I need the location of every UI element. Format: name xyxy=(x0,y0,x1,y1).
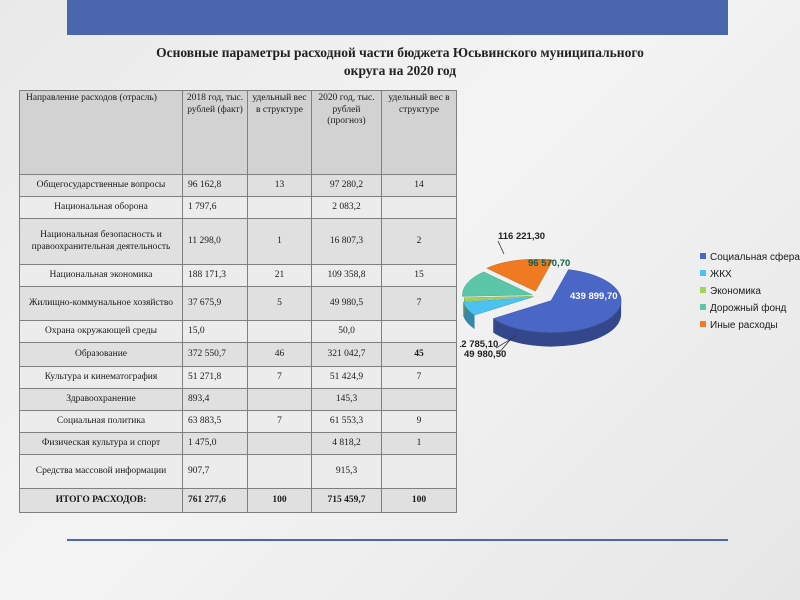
cell-weight-2018: 1 xyxy=(248,219,312,265)
cell-2020: 51 424,9 xyxy=(312,367,382,389)
table-row xyxy=(20,197,457,219)
cell-2018: 15,0 xyxy=(183,321,248,343)
cell-direction: Культура и кинематография xyxy=(20,367,183,389)
cell-direction: Образование xyxy=(20,343,183,367)
cell-weight-2018: 21 xyxy=(248,265,312,287)
cell-2020: 4 818,2 xyxy=(312,433,382,455)
header-bar xyxy=(67,0,728,35)
table-total-row xyxy=(20,489,457,513)
header-2020: 2020 год, тыс. рублей (прогноз) xyxy=(312,91,382,175)
pie-value-label: 96 570,70 xyxy=(528,258,571,269)
cell-direction: Национальная безопасность и правоохранительная деятельность xyxy=(20,219,183,265)
cell-weight-2020: 7 xyxy=(382,287,457,321)
cell-2020: 97 280,2 xyxy=(312,175,382,197)
legend-label: Дорожный фонд xyxy=(710,303,787,314)
total-2018: 761 277,6 xyxy=(183,489,248,513)
cell-direction: Социальная политика xyxy=(20,411,183,433)
cell-2018: 1 475,0 xyxy=(183,433,248,455)
cell-weight-2020: 2 xyxy=(382,219,457,265)
pie-value-label: 439 899,70 xyxy=(570,291,618,302)
cell-direction: Физическая культура и спорт xyxy=(20,433,183,455)
cell-weight-2020: 9 xyxy=(382,411,457,433)
pie-leader-line xyxy=(498,241,504,254)
table-row xyxy=(20,433,457,455)
pie-chart xyxy=(460,220,800,380)
cell-2020: 61 553,3 xyxy=(312,411,382,433)
cell-2018: 51 271,8 xyxy=(183,367,248,389)
cell-2018: 11 298,0 xyxy=(183,219,248,265)
cell-direction: Общегосударственные вопросы xyxy=(20,175,183,197)
cell-weight-2018: 7 xyxy=(248,411,312,433)
total-label: ИТОГО РАСХОДОВ: xyxy=(20,489,183,513)
legend-swatch xyxy=(700,287,706,293)
cell-2020: 145,3 xyxy=(312,389,382,411)
table-row xyxy=(20,287,457,321)
footer-line xyxy=(67,539,728,541)
header-direction: Направление расходов (отрасль) xyxy=(20,91,183,175)
cell-2018: 188 171,3 xyxy=(183,265,248,287)
pie-value-label: 12 785,10 xyxy=(460,339,499,350)
cell-weight-2020: 7 xyxy=(382,367,457,389)
cell-2018: 893,4 xyxy=(183,389,248,411)
cell-direction: Здравоохранение xyxy=(20,389,183,411)
cell-2018: 37 675,9 xyxy=(183,287,248,321)
table-row xyxy=(20,389,457,411)
cell-2020: 16 807,3 xyxy=(312,219,382,265)
cell-2018: 63 883,5 xyxy=(183,411,248,433)
table-row xyxy=(20,175,457,197)
cell-weight-2020 xyxy=(382,321,457,343)
cell-weight-2020 xyxy=(382,197,457,219)
cell-2020: 109 358,8 xyxy=(312,265,382,287)
legend-label: Экономика xyxy=(710,286,761,297)
total-weight-2018: 100 xyxy=(248,489,312,513)
cell-direction: Национальная экономика xyxy=(20,265,183,287)
legend-label: ЖКХ xyxy=(710,269,732,280)
cell-weight-2018 xyxy=(248,197,312,219)
table-row xyxy=(20,411,457,433)
legend-swatch xyxy=(700,253,706,259)
cell-weight-2020: 45 xyxy=(382,343,457,367)
cell-weight-2018: 46 xyxy=(248,343,312,367)
cell-2018: 372 550,7 xyxy=(183,343,248,367)
cell-2018: 96 162,8 xyxy=(183,175,248,197)
cell-2020: 50,0 xyxy=(312,321,382,343)
cell-direction: Жилищно-коммунальное хозяйство xyxy=(20,287,183,321)
cell-weight-2020: 1 xyxy=(382,433,457,455)
header-weight-2018: удельный вес в структуре xyxy=(248,91,312,175)
table-header-row xyxy=(20,91,457,175)
budget-table xyxy=(19,90,457,513)
legend-label: Иные расходы xyxy=(710,320,778,331)
cell-direction: Охрана окружающей среды xyxy=(20,321,183,343)
cell-weight-2018: 7 xyxy=(248,367,312,389)
cell-weight-2020 xyxy=(382,389,457,411)
cell-direction: Национальная оборона xyxy=(20,197,183,219)
cell-weight-2020 xyxy=(382,455,457,489)
cell-2020: 915,3 xyxy=(312,455,382,489)
total-2020: 715 459,7 xyxy=(312,489,382,513)
table-row xyxy=(20,321,457,343)
cell-2020: 49 980,5 xyxy=(312,287,382,321)
cell-2020: 321 042,7 xyxy=(312,343,382,367)
legend-label: Социальная сфера xyxy=(710,252,800,263)
cell-weight-2018 xyxy=(248,455,312,489)
cell-direction: Средства массовой информации xyxy=(20,455,183,489)
cell-2020: 2 083,2 xyxy=(312,197,382,219)
title-line-1: Основные параметры расходной части бюджета Юсьвинского муниципального xyxy=(156,45,644,60)
cell-weight-2018 xyxy=(248,321,312,343)
table-row xyxy=(20,455,457,489)
header-weight-2020: удельный вес в структуре xyxy=(382,91,457,175)
legend-swatch xyxy=(700,321,706,327)
cell-weight-2018: 13 xyxy=(248,175,312,197)
cell-weight-2020: 15 xyxy=(382,265,457,287)
cell-weight-2020: 14 xyxy=(382,175,457,197)
legend-swatch xyxy=(700,270,706,276)
table-row xyxy=(20,265,457,287)
cell-weight-2018 xyxy=(248,433,312,455)
legend-swatch xyxy=(700,304,706,310)
pie-value-label: 49 980,50 xyxy=(464,349,507,360)
total-weight-2020: 100 xyxy=(382,489,457,513)
page-title xyxy=(80,44,720,80)
cell-2018: 907,7 xyxy=(183,455,248,489)
header-2018: 2018 год, тыс. рублей (факт) xyxy=(183,91,248,175)
cell-weight-2018 xyxy=(248,389,312,411)
table-row xyxy=(20,219,457,265)
cell-weight-2018: 5 xyxy=(248,287,312,321)
pie-value-label: 116 221,30 xyxy=(498,231,546,242)
table-row xyxy=(20,367,457,389)
pie-chart-svg xyxy=(460,220,800,380)
cell-2018: 1 797,6 xyxy=(183,197,248,219)
table-row xyxy=(20,343,457,367)
title-line-2: округа на 2020 год xyxy=(343,63,457,78)
